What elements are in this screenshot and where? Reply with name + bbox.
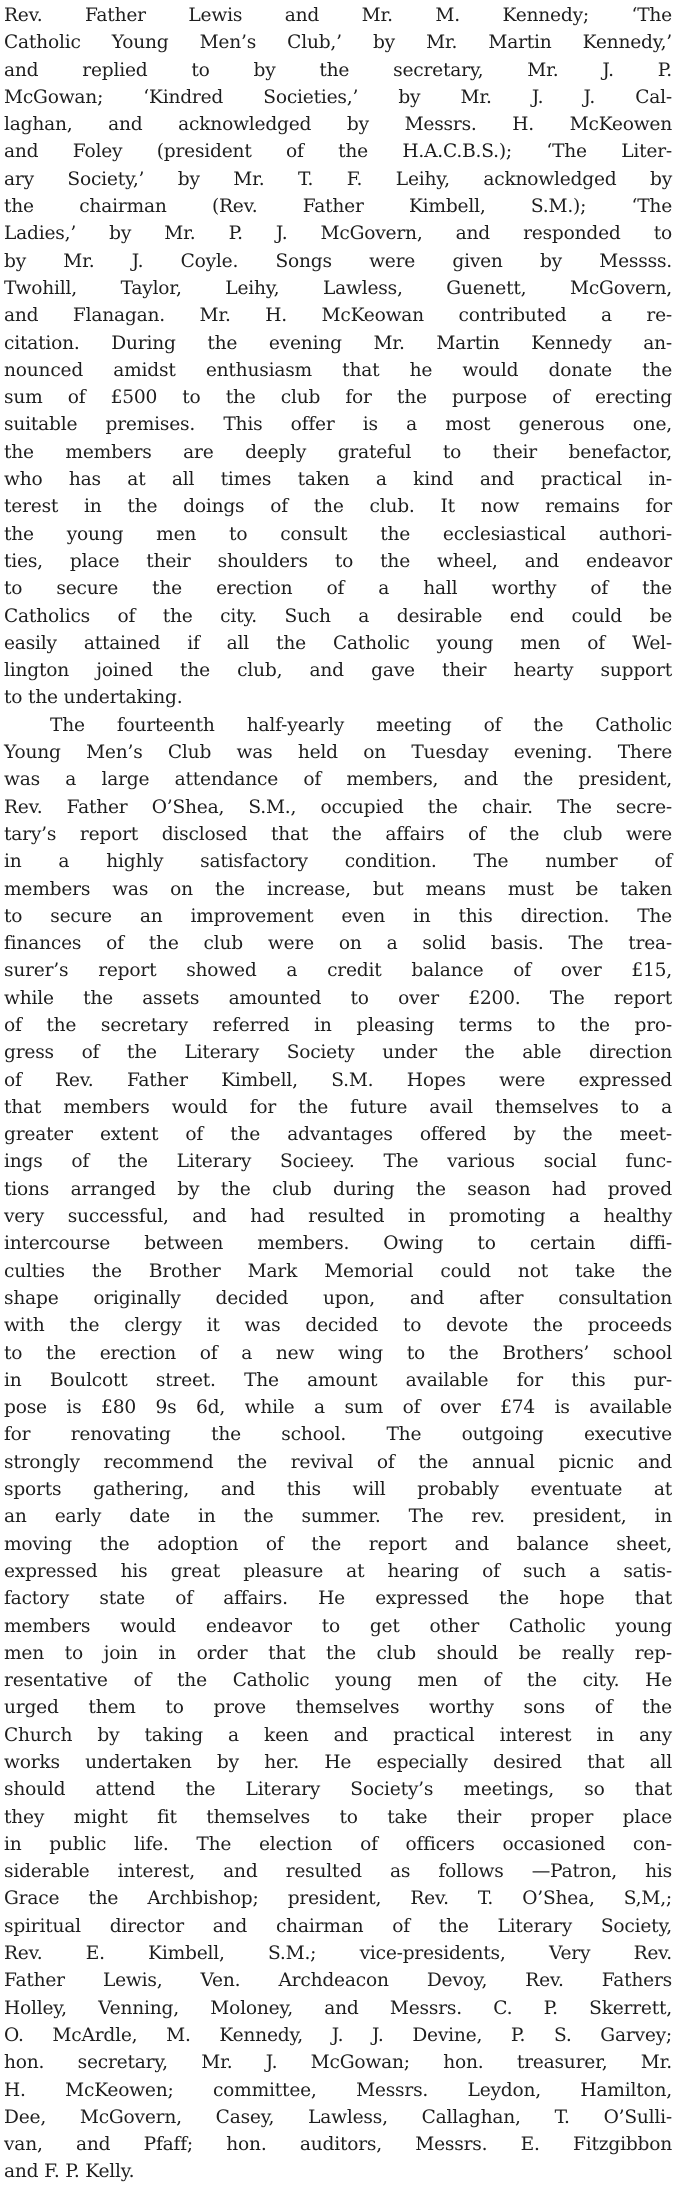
text-line: the chairman (Rev. Father Kimbell, S.M.); ‘The — [4, 196, 672, 218]
text-line: should attend the Literary Society’s meetings, so that — [4, 1779, 672, 1801]
text-line: shape originally decided upon, and after consultation — [4, 1287, 672, 1309]
text-line: to secure an improvement even in this direction. The — [4, 905, 672, 927]
text-line: expressed his great pleasure at hearing of such a satis- — [4, 1560, 672, 1582]
text-line: easily attained if all the Catholic young men of Wel- — [4, 632, 672, 654]
text-line: surer’s report showed a credit balance of over £15, — [4, 960, 672, 982]
text-line: Holley, Venning, Moloney, and Messrs. C. P. Skerrett, — [4, 1997, 672, 2019]
text-line: while the assets amounted to over £200. The report — [4, 987, 672, 1009]
text-line: Twohill, Taylor, Leihy, Lawless, Guenett, McGovern, — [4, 277, 672, 299]
text-line: in Boulcott street. The amount available for this pur- — [4, 1369, 672, 1391]
text-line: finances of the club were on a solid basis. The trea- — [4, 933, 672, 955]
text-line: for renovating the school. The outgoing executive — [4, 1424, 672, 1446]
text-line: Grace the Archbishop; president, Rev. T. O’Shea, S,M,; — [4, 1888, 672, 1910]
text-line: and replied to by the secretary, Mr. J. P. — [4, 59, 672, 81]
paragraph-half-yearly-meeting — [4, 712, 672, 2186]
text-line: lington joined the club, and gave their hearty support — [4, 660, 672, 682]
text-line: the young men to consult the ecclesiastical authori- — [4, 523, 672, 545]
text-line: H. McKeowen; committee, Messrs. Leydon, Hamilton, — [4, 2079, 672, 2101]
text-line: an early date in the summer. The rev. president, in — [4, 1506, 672, 1528]
text-line: very successful, and had resulted in promoting a healthy — [4, 1206, 672, 1228]
text-line: and F. P. Kelly. — [4, 2161, 135, 2183]
text-line: van, and Pfaff; hon. auditors, Messrs. E. Fitzgibbon — [4, 2134, 672, 2156]
text-line: factory state of affairs. He expressed the hope that — [4, 1588, 672, 1610]
text-line: O. McArdle, M. Kennedy, J. J. Devine, P. S. Garvey; — [4, 2024, 672, 2046]
text-line: pose is £80 9s 6d, while a sum of over £74 is available — [4, 1397, 672, 1419]
text-line: siderable interest, and resulted as follows —Patron, his — [4, 1861, 672, 1883]
text-line: of the secretary referred in pleasing terms to the pro- — [4, 1014, 672, 1036]
text-line: ties, place their shoulders to the wheel, and endeavor — [4, 550, 672, 572]
text-line: gress of the Literary Society under the able direction — [4, 1042, 672, 1064]
text-line: urged them to prove themselves worthy sons of the — [4, 1697, 672, 1719]
text-line: the members are deeply grateful to their benefactor, — [4, 441, 672, 463]
text-line: culties the Brother Mark Memorial could not take the — [4, 1260, 672, 1282]
text-line: to secure the erection of a hall worthy of the — [4, 578, 672, 600]
text-line: Father Lewis, Ven. Archdeacon Devoy, Rev. Fathers — [4, 1970, 672, 1992]
text-line: to the erection of a new wing to the Brothers’ school — [4, 1342, 672, 1364]
text-line: laghan, and acknowledged by Messrs. H. McKeowen — [4, 114, 672, 136]
text-line: Rev. Father Lewis and Mr. M. Kennedy; ‘The — [4, 5, 672, 26]
text-line: citation. During the evening Mr. Martin Kennedy an- — [4, 332, 672, 354]
text-line: The fourteenth half-yearly meeting of the Catholic — [50, 714, 672, 736]
text-line: Rev. Father O’Shea, S.M., occupied the chair. The secre- — [4, 796, 672, 818]
text-line: greater extent of the advantages offered by the meet- — [4, 1124, 672, 1146]
text-line: and Flanagan. Mr. H. McKeowan contributed a re- — [4, 305, 672, 327]
text-line: Rev. E. Kimbell, S.M.; vice-presidents, Very Rev. — [4, 1943, 672, 1965]
text-line: in public life. The election of officers occasioned con- — [4, 1833, 672, 1855]
text-line: they might fit themselves to take their proper place — [4, 1806, 672, 1828]
text-line: men to join in order that the club should be really rep- — [4, 1642, 672, 1664]
text-line: resentative of the Catholic young men of the city. He — [4, 1670, 672, 1692]
text-line: tions arranged by the club during the season had proved — [4, 1178, 672, 1200]
text-line: in a highly satisfactory condition. The number of — [4, 851, 672, 873]
text-line: members would endeavor to get other Catholic young — [4, 1615, 672, 1637]
text-line: Catholics of the city. Such a desirable end could be — [4, 605, 672, 627]
text-line: suitable premises. This offer is a most generous one, — [4, 414, 672, 436]
text-line: Dee, McGovern, Casey, Lawless, Callaghan, T. O’Sulli- — [4, 2106, 672, 2128]
text-line: sports gathering, and this will probably eventuate at — [4, 1479, 672, 1501]
text-line: who has at all times taken a kind and practical in- — [4, 469, 672, 491]
text-line: was a large attendance of members, and the president, — [4, 769, 672, 791]
paragraph-wellington-club-dinner — [4, 2, 672, 712]
text-line: of Rev. Father Kimbell, S.M. Hopes were expressed — [4, 1069, 672, 1091]
text-line: terest in the doings of the club. It now remains for — [4, 496, 672, 518]
text-line: ary Society,’ by Mr. T. F. Leihy, acknowledged by — [4, 168, 672, 190]
text-line: members was on the increase, but means must be taken — [4, 878, 672, 900]
text-line: McGowan; ‘Kindred Societies,’ by Mr. J. J. Cal- — [4, 86, 672, 108]
text-line: Ladies,’ by Mr. P. J. McGovern, and responded to — [4, 223, 672, 245]
text-line: with the clergy it was decided to devote the proceeds — [4, 1315, 672, 1337]
text-line: strongly recommend the revival of the annual picnic and — [4, 1451, 672, 1473]
text-line: ings of the Literary Socieey. The various social func- — [4, 1151, 672, 1173]
text-line: works undertaken by her. He especially desired that all — [4, 1752, 672, 1773]
text-line: moving the adoption of the report and balance sheet, — [4, 1533, 672, 1555]
text-line: sum of £500 to the club for the purpose of erecting — [4, 387, 672, 409]
text-line: intercourse between members. Owing to certain diffi- — [4, 1233, 672, 1255]
text-line: Church by taking a keen and practical interest in any — [4, 1724, 672, 1746]
text-line: to the undertaking. — [4, 687, 183, 709]
text-line: Catholic Young Men’s Club,’ by Mr. Martin Kennedy,’ — [4, 32, 672, 54]
text-line: hon. secretary, Mr. J. McGowan; hon. treasurer, Mr. — [4, 2052, 672, 2074]
text-line: spiritual director and chairman of the Literary Society, — [4, 1915, 672, 1937]
text-line: by Mr. J. Coyle. Songs were given by Messss. — [4, 250, 672, 272]
text-line: that members would for the future avail themselves to a — [4, 1096, 672, 1118]
text-line: and Foley (president of the H.A.C.B.S.); ‘The Liter- — [4, 141, 672, 163]
text-line: Young Men’s Club was held on Tuesday evening. There — [4, 742, 672, 764]
text-line: tary’s report disclosed that the affairs of the club were — [4, 823, 672, 845]
text-line: nounced amidst enthusiasm that he would donate the — [4, 359, 672, 381]
